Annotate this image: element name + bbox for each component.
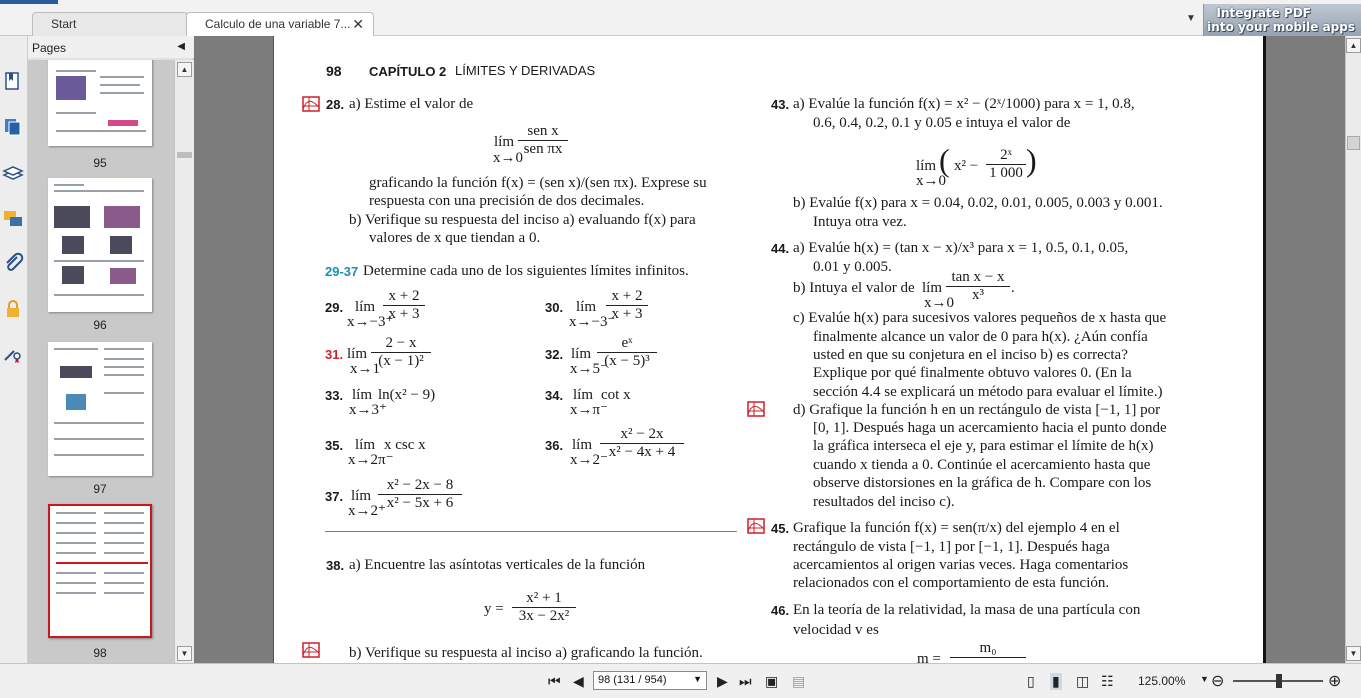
punctuation: .	[1011, 280, 1015, 296]
page-thumbnail-98[interactable]	[48, 504, 152, 638]
denominator: sen πx	[523, 141, 563, 157]
limit-subscript: x→2⁺	[348, 503, 386, 519]
chapter-label: CAPÍTULO 2	[369, 64, 447, 79]
zoom-in-icon[interactable]: ⊕	[1328, 673, 1342, 690]
problem-number: 31.	[325, 347, 344, 362]
window-accent	[0, 0, 58, 4]
pages-panel-header	[28, 36, 194, 58]
problem-text: velocidad v es	[793, 622, 879, 638]
fraction	[600, 426, 684, 461]
document-view[interactable]	[194, 36, 1345, 663]
thumbnail-scrollbar[interactable]	[174, 60, 194, 663]
graphing-icon	[302, 96, 320, 112]
thumbnail-list	[28, 60, 174, 663]
denominator: x² − 4x + 4	[608, 444, 676, 460]
pages-panel	[28, 36, 194, 663]
fraction	[512, 590, 576, 625]
limit-expression: x² −	[954, 158, 979, 174]
thumbnail-label: 95	[93, 156, 107, 170]
facing-pages-view-icon[interactable]: ◫	[1076, 673, 1090, 689]
page-thumbnail-95[interactable]	[48, 60, 152, 146]
close-icon[interactable]: ✕	[352, 16, 364, 32]
limit-subscript: x→0	[924, 295, 954, 311]
function-lhs: m =	[917, 651, 941, 663]
problem-number: 44.	[771, 241, 790, 256]
pages-icon[interactable]	[2, 116, 24, 138]
fraction	[950, 640, 1026, 658]
numerator: x² − 2x − 8	[378, 477, 462, 495]
chapter-title: LÍMITES Y DERIVADAS	[455, 63, 596, 78]
limit-subscript: x→2π⁻	[348, 452, 394, 468]
limit-subscript: x→0	[916, 173, 946, 189]
graphing-icon	[302, 642, 320, 658]
next-page-icon[interactable]: ▶	[717, 673, 728, 689]
promo-line-2: into your mobile apps	[1207, 20, 1355, 34]
page-thumbnail-97[interactable]	[48, 342, 152, 476]
problem-text: a) Encuentre las asíntotas verticales de la función	[349, 557, 646, 573]
problem-text: relacionados con el comportamiento de esta función.	[793, 575, 1110, 591]
limit-word: lím	[576, 299, 597, 315]
fraction	[606, 288, 648, 323]
limit-word: lím	[355, 437, 376, 453]
zoom-out-icon[interactable]: ⊖	[1211, 673, 1225, 690]
denominator: (x − 5)³	[604, 353, 650, 369]
scroll-down-button[interactable]: ▼	[1346, 646, 1361, 661]
problem-number: 36.	[545, 438, 564, 453]
denominator: x² − 5x + 6	[386, 495, 454, 511]
continuous-facing-view-icon[interactable]: ☷	[1101, 673, 1114, 689]
problem-text: d) Grafique la función h en un rectángulo de vista [−1, 1] por	[793, 402, 1161, 418]
numerator: eˣ	[597, 335, 657, 353]
problem-text: a) Estime el valor de	[349, 96, 474, 112]
zoom-dropdown-icon[interactable]: ▼	[1200, 674, 1209, 684]
problem-text: observe distorsiones en la gráfica de h. Compare con los	[813, 475, 1152, 491]
problem-text: b) Verifique su respuesta al inciso a) graficando la función.	[349, 645, 703, 661]
pdf-page	[273, 36, 1266, 663]
tab-label: Calculo de una variable 7...	[205, 17, 351, 31]
limit-word: lím	[572, 437, 593, 453]
scroll-thumb[interactable]	[177, 152, 192, 158]
problem-text: c) Evalúe h(x) para sucesivos valores pequeños de x hasta que	[793, 310, 1167, 326]
limit-word: lím	[352, 387, 373, 403]
problem-number: 45.	[771, 521, 790, 536]
numerator: x² − 2x	[600, 426, 684, 444]
problem-number: 28.	[326, 97, 345, 112]
problem-number: 29.	[325, 300, 344, 315]
first-page-icon[interactable]: ⏮	[548, 673, 561, 689]
limit-word: lím	[571, 346, 592, 362]
function-lhs: y =	[484, 601, 504, 617]
collapse-panel-icon[interactable]: ◀	[177, 41, 185, 52]
tab-document[interactable]	[186, 12, 374, 37]
limit-subscript: x→5⁻	[570, 361, 608, 377]
page-thumbnail-96[interactable]	[48, 178, 152, 312]
tab-bar	[0, 0, 1361, 36]
right-paren: )	[1026, 142, 1037, 178]
fraction	[986, 147, 1026, 182]
limit-word: lím	[355, 299, 376, 315]
limit-subscript: x→0	[493, 150, 523, 166]
limit-expression: ln(x² − 9)	[378, 387, 436, 403]
limit-expression: x csc x	[384, 437, 426, 453]
page-number: 98	[326, 63, 342, 79]
limit-subscript: x→2⁻	[570, 452, 608, 468]
thumbnail-label: 97	[93, 482, 107, 496]
problem-text: En la teoría de la relatividad, la masa de una partícula con	[793, 602, 1141, 618]
tab-start[interactable]	[32, 12, 188, 36]
problem-text: [0, 1]. Después haga un acercamiento hacia el punto donde	[813, 420, 1167, 436]
denominator: x + 3	[388, 306, 420, 322]
denominator: (x − 1)²	[378, 353, 424, 369]
graphing-icon	[747, 518, 765, 534]
lock-icon[interactable]	[2, 298, 24, 320]
problem-number: 37.	[325, 489, 344, 504]
problem-text: rectángulo de vista [−1, 1] por [−1, 1]. Después haga	[793, 539, 1110, 555]
promo-banner[interactable]	[1203, 4, 1361, 36]
document-scrollbar[interactable]	[1345, 36, 1361, 663]
limit-expression: cot x	[601, 387, 631, 403]
numerator: tan x − x	[946, 269, 1010, 287]
problem-text: resultados del inciso c).	[813, 494, 955, 510]
page-number-value: 98 (131 / 954)	[598, 674, 667, 686]
fraction	[597, 335, 657, 370]
limit-subscript: x→π⁻	[570, 402, 608, 418]
problem-text: 0.01 y 0.005.	[813, 259, 892, 275]
problem-text: sección 4.4 se explicará un método para evaluar el límite.)	[813, 384, 1163, 400]
zoom-slider-thumb[interactable]	[1276, 674, 1282, 688]
previous-page-icon[interactable]: ◀	[573, 673, 584, 689]
problem-text: a) Evalúe la función f(x) = x² − (2ˣ/1000) para x = 1, 0.8,	[793, 96, 1135, 112]
attachment-icon[interactable]	[2, 252, 24, 274]
fraction	[518, 123, 568, 158]
section-divider	[325, 531, 737, 532]
scroll-down-button[interactable]: ▼	[177, 646, 192, 661]
limit-subscript: x→−3⁺	[347, 314, 394, 330]
fraction	[383, 288, 425, 323]
promo-line-1: Integrate PDF	[1216, 6, 1311, 20]
tab-label: Start	[51, 17, 77, 31]
numerator: 2 − x	[371, 335, 431, 353]
problem-text: graficando la función f(x) = (sen x)/(sen πx). Exprese su	[369, 175, 707, 191]
scroll-up-button[interactable]: ▲	[1346, 38, 1361, 53]
problem-number: 43.	[771, 97, 790, 112]
fraction	[378, 477, 462, 512]
problem-text: acercamientos al origen varias veces. Haga comentarios	[793, 557, 1129, 573]
problem-text: finalmente alcance un valor de 0 para h(x). ¿Aún confía	[813, 329, 1148, 345]
exercise-range: 29-37	[325, 264, 359, 279]
chevron-down-icon[interactable]: ▼	[693, 674, 702, 684]
limit-word: lím	[916, 158, 937, 174]
numerator: sen x	[518, 123, 568, 141]
problem-text: respuesta con una precisión de dos decimales.	[369, 193, 645, 209]
fraction	[946, 269, 1010, 304]
limit-word: lím	[347, 346, 368, 362]
scroll-thumb[interactable]	[1347, 136, 1360, 150]
bottom-toolbar	[0, 663, 1361, 698]
problem-text: cuando x tienda a 0. Continúe el acercamiento hasta que	[813, 457, 1151, 473]
problem-text: b) Verifique su respuesta del inciso a) evaluando f(x) para	[349, 212, 696, 228]
problem-text: 0.6, 0.4, 0.2, 0.1 y 0.05 e intuya el valor de	[813, 115, 1071, 131]
problem-number: 33.	[325, 388, 344, 403]
navigation-rail	[0, 36, 28, 663]
problem-text: b) Evalúe f(x) para x = 0.04, 0.02, 0.01, 0.005, 0.003 y 0.001.	[793, 195, 1163, 211]
denominator: 1 000	[989, 165, 1023, 181]
graphing-icon	[747, 401, 765, 417]
problem-text: Grafique la función f(x) = sen(π/x) del ejemplo 4 en el	[793, 520, 1120, 536]
problem-number: 35.	[325, 438, 344, 453]
page-number-field[interactable]	[593, 671, 707, 690]
fit-page-icon[interactable]: ▣	[765, 673, 779, 689]
signature-icon[interactable]	[2, 342, 24, 364]
problem-number: 34.	[545, 388, 564, 403]
numerator: x² + 1	[512, 590, 576, 608]
zoom-level[interactable]: 125.00%	[1138, 674, 1186, 688]
limit-subscript: x→1	[350, 361, 380, 377]
exercise-instruction: Determine cada uno de los siguientes límites infinitos.	[363, 263, 689, 279]
problem-text: a) Evalúe h(x) = (tan x − x)/x³ para x = 1, 0.5, 0.1, 0.05,	[793, 240, 1129, 256]
comments-icon[interactable]	[2, 208, 24, 230]
previous-view-icon[interactable]: ▤	[792, 673, 806, 689]
limit-word: lím	[494, 134, 515, 150]
problem-text: Intuya otra vez.	[813, 214, 907, 230]
numerator: x + 2	[383, 288, 425, 306]
problem-number: 38.	[326, 558, 345, 573]
problem-number: 46.	[771, 603, 790, 618]
layers-icon[interactable]	[2, 162, 24, 184]
single-page-view-icon[interactable]: ▯	[1027, 673, 1035, 689]
last-page-icon[interactable]: ⏭	[739, 673, 752, 689]
pages-panel-title: Pages	[32, 41, 67, 55]
problem-text: valores de x que tiendan a 0.	[369, 230, 541, 246]
tab-list-dropdown-icon[interactable]: ▼	[1186, 13, 1196, 24]
limit-word: lím	[351, 488, 372, 504]
fraction	[371, 335, 431, 370]
limit-word: lím	[573, 387, 594, 403]
numerator: x + 2	[606, 288, 648, 306]
left-paren: (	[939, 142, 950, 178]
limit-word: lím	[922, 280, 943, 296]
problem-text: Explique por qué finalmente obtuvo valores 0. (En la	[813, 365, 1132, 381]
problem-text: b) Intuya el valor de	[793, 280, 915, 296]
continuous-view-icon[interactable]: ▮	[1052, 673, 1060, 689]
thumbnail-label: 98	[93, 646, 107, 660]
problem-number: 30.	[545, 300, 564, 315]
problem-number: 32.	[545, 347, 564, 362]
denominator: 3x − 2x²	[518, 608, 570, 624]
denominator: x + 3	[611, 306, 643, 322]
problem-text: usted en que su conjetura en el inciso b) es correcta?	[813, 347, 1128, 363]
limit-subscript: x→−3⁻	[569, 314, 616, 330]
denominator: x³	[972, 287, 984, 303]
problem-text: la gráfica interseca el eje y, para estimar el límite de h(x)	[813, 438, 1154, 454]
limit-subscript: x→3⁺	[349, 402, 387, 418]
numerator: m₀	[950, 640, 1026, 658]
thumbnail-label: 96	[93, 318, 107, 332]
scroll-up-button[interactable]: ▲	[177, 62, 192, 77]
numerator: 2ˣ	[986, 147, 1026, 165]
bookmark-icon[interactable]	[2, 70, 24, 92]
